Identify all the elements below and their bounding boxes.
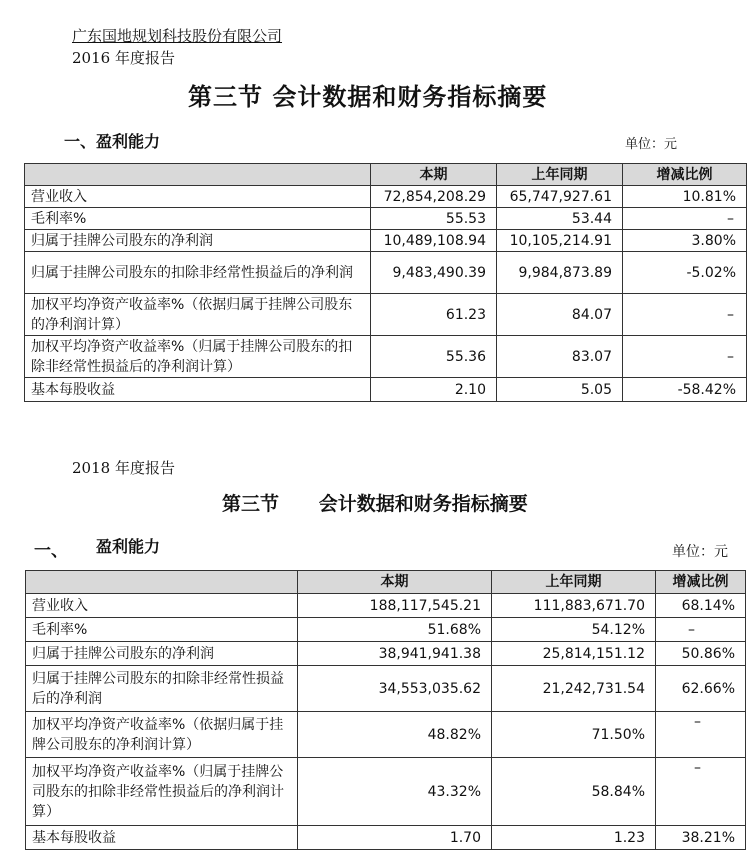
- report-year-2016: 2016 年度报告: [72, 49, 175, 67]
- row-prior: 9,984,873.89: [497, 252, 623, 294]
- row-prior: 53.44: [497, 208, 623, 230]
- change-dash: –: [694, 714, 701, 730]
- row-current: 34,553,035.62: [298, 666, 492, 712]
- row-label: 加权平均净资产收益率%（依据归属于挂牌公司股东的净利润计算）: [26, 712, 298, 758]
- row-change: 62.66%: [656, 666, 746, 712]
- section-title-2016: 第三节 会计数据和财务指标摘要: [188, 83, 548, 111]
- header-current: 本期: [371, 164, 497, 186]
- row-label: 归属于挂牌公司股东的扣除非经常性损益后的净利润: [25, 252, 371, 294]
- header-current: 本期: [298, 571, 492, 594]
- row-label: 基本每股收益: [26, 826, 298, 850]
- row-change: 68.14%: [656, 594, 746, 618]
- table-row: [26, 826, 746, 850]
- row-current: 55.53: [371, 208, 497, 230]
- row-current: 1.70: [298, 826, 492, 850]
- row-label: 归属于挂牌公司股东的扣除非经常性损益后的净利润: [26, 666, 298, 712]
- row-label: 营业收入: [26, 594, 298, 618]
- row-change: 10.81%: [623, 186, 747, 208]
- row-current: 72,854,208.29: [371, 186, 497, 208]
- header-prior: 上年同期: [497, 164, 623, 186]
- row-change: -58.42%: [623, 378, 747, 402]
- row-prior: 58.84%: [492, 758, 656, 826]
- row-label: 归属于挂牌公司股东的净利润: [25, 230, 371, 252]
- row-label: 毛利率%: [25, 208, 371, 230]
- row-change: –: [623, 208, 747, 230]
- row-prior: 84.07: [497, 294, 623, 336]
- row-prior: 54.12%: [492, 618, 656, 642]
- row-label: 加权平均净资产收益率%（依据归属于挂牌公司股东的净利润计算）: [25, 294, 371, 336]
- row-change: [656, 712, 746, 758]
- table-row: [26, 666, 746, 712]
- row-change: –: [623, 336, 747, 378]
- row-prior: 71.50%: [492, 712, 656, 758]
- row-prior: 5.05: [497, 378, 623, 402]
- row-label: 毛利率%: [26, 618, 298, 642]
- row-label: 基本每股收益: [25, 378, 371, 402]
- table-row: [25, 208, 747, 230]
- row-prior: 83.07: [497, 336, 623, 378]
- row-prior: 1.23: [492, 826, 656, 850]
- row-prior: 65,747,927.61: [497, 186, 623, 208]
- row-change: –: [623, 294, 747, 336]
- row-label: 加权平均净资产收益率%（归属于挂牌公司股东的扣除非经常性损益后的净利润计算）: [25, 336, 371, 378]
- table-row: [26, 758, 746, 826]
- row-label: 加权平均净资产收益率%（归属于挂牌公司股东的扣除非经常性损益后的净利润计算）: [26, 758, 298, 826]
- row-current: 38,941,941.38: [298, 642, 492, 666]
- row-prior: 111,883,671.70: [492, 594, 656, 618]
- table-row: [26, 642, 746, 666]
- unit-label-2016: 单位：元: [625, 137, 678, 152]
- company-name: 广东国地规划科技股份有限公司: [72, 27, 283, 45]
- row-change: –: [656, 618, 746, 642]
- subsection-number-2018: 一、: [34, 541, 68, 561]
- row-change: 3.80%: [623, 230, 747, 252]
- row-change: [656, 758, 746, 826]
- row-prior: 21,242,731.54: [492, 666, 656, 712]
- header-blank: [25, 164, 371, 186]
- report-year-2018: 2018 年度报告: [72, 459, 175, 477]
- table-row: [26, 712, 746, 758]
- row-change: -5.02%: [623, 252, 747, 294]
- row-prior: 25,814,151.12: [492, 642, 656, 666]
- table-row: [25, 252, 747, 294]
- profitability-table-2018: [25, 570, 746, 850]
- row-current: 55.36: [371, 336, 497, 378]
- profitability-table-2016: [24, 163, 747, 402]
- table-row: [25, 378, 747, 402]
- table-row: [25, 186, 747, 208]
- unit-label-2018: 单位：元: [672, 544, 728, 560]
- row-change: 38.21%: [656, 826, 746, 850]
- subsection-title-2016: 一、盈利能力: [64, 132, 161, 151]
- table-row: [26, 594, 746, 618]
- row-current: 61.23: [371, 294, 497, 336]
- row-change: 50.86%: [656, 642, 746, 666]
- row-current: 2.10: [371, 378, 497, 402]
- header-change: 增减比例: [623, 164, 747, 186]
- subsection-title-2018: 盈利能力: [96, 537, 161, 556]
- row-current: 51.68%: [298, 618, 492, 642]
- row-label: 营业收入: [25, 186, 371, 208]
- row-label: 归属于挂牌公司股东的净利润: [26, 642, 298, 666]
- header-prior: 上年同期: [492, 571, 656, 594]
- table-row: [25, 230, 747, 252]
- table-header-row: [25, 164, 747, 186]
- header-change: 增减比例: [656, 571, 746, 594]
- table-row: [25, 336, 747, 378]
- row-current: 9,483,490.39: [371, 252, 497, 294]
- table-row: [26, 618, 746, 642]
- row-current: 188,117,545.21: [298, 594, 492, 618]
- row-prior: 10,105,214.91: [497, 230, 623, 252]
- table-header-row: [26, 571, 746, 594]
- row-current: 43.32%: [298, 758, 492, 826]
- row-current: 10,489,108.94: [371, 230, 497, 252]
- table-row: [25, 294, 747, 336]
- row-current: 48.82%: [298, 712, 492, 758]
- header-blank: [26, 571, 298, 594]
- section-title-2018: 第三节 会计数据和财务指标摘要: [222, 493, 528, 515]
- change-dash: –: [694, 760, 701, 776]
